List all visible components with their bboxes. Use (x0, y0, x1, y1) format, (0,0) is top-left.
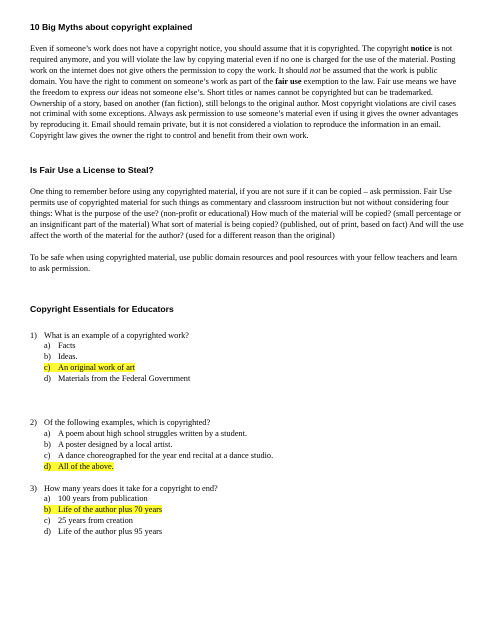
question-text: Of the following examples, which is copyrighted? (44, 418, 211, 428)
option-b: b) Ideas. (44, 352, 78, 362)
option-d: d) Materials from the Federal Government (44, 374, 191, 384)
question-text: How many years does it take for a copyright to end? (44, 483, 218, 493)
bold-text: notice (410, 44, 432, 53)
highlighted-answer: c) An original work of art (44, 363, 135, 373)
fair-use-paragraph: One thing to remember before using any copyrighted material, if you are not sure if it can be copied – ask permission. Fair Use permits use of copyrighted material for such things as commentary and classroom instruction but not without considering four things: What is the purpose of the use? (non-profit or educational) How much of the material will be copied? (small percentage or an insignificant part of the material) What sort of material is being copied? (published, out of print, based on fact) And will the use affect the worth of the material for the author? (used for a different reason than the original) (30, 187, 464, 240)
highlighted-answer: d) All of the above. (44, 461, 114, 471)
question-text: What is an example of a copyrighted work? (44, 330, 189, 340)
option-c: c) A dance choreographed for the year end recital at a dance studio. (44, 450, 274, 460)
option-a: a) Facts (44, 341, 76, 351)
document-page (30, 22, 465, 538)
text-run: exemption to the law. Fair use means we have the freedom to express (30, 76, 457, 97)
question-number: 3) (30, 483, 37, 493)
option-b: b) A poster designed by a local artist. (44, 439, 173, 449)
option-c: c) 25 years from creation (44, 516, 133, 526)
quiz-questions (30, 331, 465, 539)
fair-use-heading: Is Fair Use a License to Steal? (30, 165, 154, 176)
myths-heading: 10 Big Myths about copyright explained (30, 22, 193, 32)
option-a: a) 100 years from publication (44, 494, 148, 504)
italic-text: not (309, 65, 321, 75)
highlighted-answer: b) Life of the author plus 70 years (44, 505, 163, 515)
bold-text: fair use (275, 76, 302, 86)
text-run: ideas not someone else’s. Short titles or names cannot be copyrighted but can be trademarked. Ownership of a story, based on another (fan fiction), still belongs to the original author. Most copyright violations are civil cases not criminal with some exceptions. Always ask permission to use someone’s material even if using it gives the owner advantages by reproducing it. Email should remain private, but it is not considered a violation to reproduce the information in an email. Copyright law gives the owner the right to control and benefit from their own work. (30, 87, 459, 141)
question-2 (30, 418, 465, 473)
question-number: 1) (30, 330, 37, 340)
option-d (30, 462, 465, 473)
option-a: a) A poem about high school struggles written by a student. (44, 428, 247, 438)
option-c (30, 363, 465, 374)
text-run: is not required anymore, and you will violate the law by copying material even if no one is charged for the use of the material. Posting work on the internet does not give others the permission to copy the work. It should (30, 44, 456, 75)
text-run: be assumed that the work is public domain. You have the right to comment on someone’s work as part of the (30, 65, 438, 86)
italic-text: our (107, 87, 119, 97)
option-d: d) Life of the author plus 95 years (44, 527, 163, 537)
question-number: 2) (30, 418, 37, 428)
essentials-heading: Copyright Essentials for Educators (30, 303, 174, 314)
text-run: Even if someone’s work does not have a copyright notice, you should assume that it is copyrighted. The copyright (30, 44, 411, 53)
question-3 (30, 484, 465, 539)
myths-paragraph (30, 44, 465, 142)
option-b (30, 505, 465, 516)
safety-paragraph: To be safe when using copyrighted material, use public domain resources and pool resources with your fellow teachers and learn to ask permission. (30, 252, 458, 273)
question-1 (30, 331, 465, 386)
